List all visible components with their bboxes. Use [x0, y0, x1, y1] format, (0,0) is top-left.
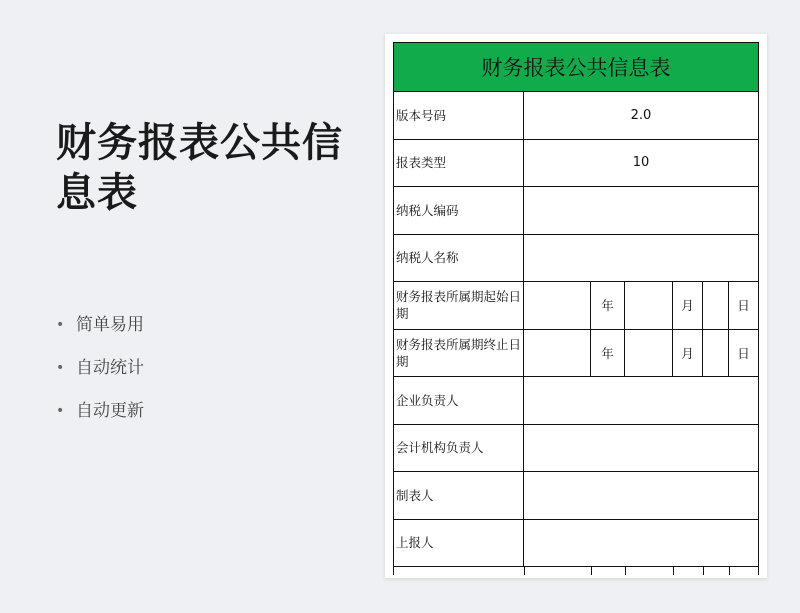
- month-input[interactable]: [625, 330, 673, 377]
- row-value[interactable]: [524, 425, 758, 472]
- table-row: [393, 235, 759, 283]
- row-value[interactable]: 2.0: [630, 107, 652, 123]
- month-input[interactable]: [625, 282, 673, 329]
- table-continuation: [393, 567, 759, 575]
- feature-list: [56, 312, 144, 441]
- month-label: 月: [673, 330, 703, 377]
- gridline: [524, 567, 525, 575]
- row-label: 财务报表所属期起始日期: [394, 282, 524, 329]
- row-label: 版本号码: [394, 92, 524, 139]
- feature-item: [56, 312, 144, 355]
- table-row-date: [393, 330, 759, 378]
- table-row: [393, 377, 759, 425]
- year-label: 年: [591, 282, 625, 329]
- gridline: [625, 567, 626, 575]
- row-value[interactable]: [524, 235, 758, 282]
- row-label: 财务报表所属期终止日期: [394, 330, 524, 377]
- table-row: [393, 520, 759, 568]
- year-input[interactable]: [524, 330, 591, 377]
- gridline: [729, 567, 730, 575]
- intro-panel: [0, 0, 380, 613]
- row-value[interactable]: [524, 187, 758, 234]
- spreadsheet-preview: [385, 34, 767, 578]
- bullet-icon: •: [56, 403, 65, 419]
- sheet-header: 财务报表公共信息表: [393, 42, 759, 92]
- row-value[interactable]: [524, 472, 758, 519]
- row-label: 企业负责人: [394, 377, 524, 424]
- bullet-icon: •: [56, 317, 65, 333]
- feature-label: 简单易用: [76, 315, 144, 335]
- feature-label: 自动统计: [76, 358, 144, 378]
- row-value[interactable]: [524, 520, 758, 567]
- day-input[interactable]: [703, 330, 729, 377]
- page-title: 财务报表公共信息表: [56, 120, 343, 216]
- year-label: 年: [591, 330, 625, 377]
- gridline: [591, 567, 592, 575]
- info-table: [393, 92, 759, 575]
- row-label: 制表人: [394, 472, 524, 519]
- day-input[interactable]: [703, 282, 729, 329]
- row-label: 纳税人名称: [394, 235, 524, 282]
- table-row: [393, 92, 759, 140]
- table-row: [393, 472, 759, 520]
- feature-item: [56, 355, 144, 398]
- bullet-icon: •: [56, 360, 65, 376]
- gridline: [673, 567, 674, 575]
- row-value[interactable]: [524, 377, 758, 424]
- row-label: 会计机构负责人: [394, 425, 524, 472]
- feature-label: 自动更新: [76, 401, 144, 421]
- feature-item: [56, 398, 144, 441]
- table-row: [393, 140, 759, 188]
- month-label: 月: [673, 282, 703, 329]
- table-row: [393, 187, 759, 235]
- table-row-date: [393, 282, 759, 330]
- row-value[interactable]: 10: [632, 155, 650, 171]
- day-label: 日: [737, 345, 750, 361]
- year-input[interactable]: [524, 282, 591, 329]
- day-label: 日: [737, 298, 750, 314]
- row-label: 上报人: [394, 520, 524, 567]
- table-row: [393, 425, 759, 473]
- row-label: 纳税人编码: [394, 187, 524, 234]
- row-label: 报表类型: [394, 140, 524, 187]
- gridline: [703, 567, 704, 575]
